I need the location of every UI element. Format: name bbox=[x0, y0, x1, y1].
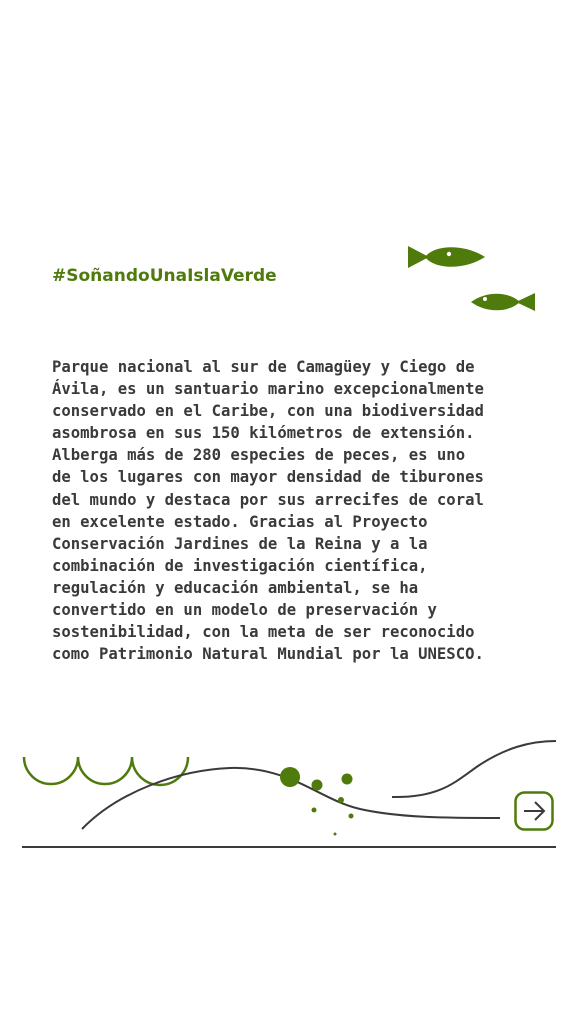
description-line: Alberga más de 280 especies de peces, es uno bbox=[52, 446, 466, 465]
arrow-right-icon bbox=[514, 791, 554, 831]
bubble-dot bbox=[312, 808, 317, 813]
bubble-dot bbox=[349, 814, 354, 819]
terrain-curve bbox=[392, 741, 556, 797]
description-line: de los lugares con mayor densidad de tiburones bbox=[52, 468, 484, 487]
description-line: Ávila, es un santuario marino excepcionalmente bbox=[52, 380, 484, 399]
bubble-dot bbox=[338, 797, 344, 803]
description-line: regulación y educación ambiental, se ha bbox=[52, 578, 419, 597]
description-line: Parque nacional al sur de Camagüey y Ciego de bbox=[52, 358, 475, 376]
description-line: convertido en un modelo de preservación y bbox=[52, 601, 437, 620]
hashtag-title: #SoñandoUnaIslaVerde bbox=[52, 266, 277, 286]
seascape-illustration bbox=[0, 720, 576, 860]
bubble-dot bbox=[334, 833, 337, 836]
description-line: en excelente estado. Gracias al Proyecto bbox=[52, 512, 428, 531]
next-button[interactable] bbox=[514, 791, 554, 831]
fish-icon bbox=[470, 291, 536, 313]
description-line: conservado en el Caribe, con una biodiversidad bbox=[52, 402, 484, 421]
fish-icon bbox=[407, 243, 487, 271]
bubble-dot bbox=[312, 780, 323, 791]
description-line: combinación de investigación científica, bbox=[52, 556, 428, 575]
description-line: del mundo y destaca por sus arrecifes de coral bbox=[52, 490, 484, 509]
description-line: asombrosa en sus 150 kilómetros de extensión. bbox=[52, 424, 475, 443]
description-text bbox=[52, 356, 532, 665]
description-line: como Patrimonio Natural Mundial por la UNESCO. bbox=[52, 645, 484, 664]
bubble-dot bbox=[280, 767, 300, 787]
description-line: sostenibilidad, con la meta de ser reconocido bbox=[52, 623, 475, 642]
description-line: Conservación Jardines de la Reina y a la bbox=[52, 534, 428, 553]
bubble-dot bbox=[342, 774, 353, 785]
